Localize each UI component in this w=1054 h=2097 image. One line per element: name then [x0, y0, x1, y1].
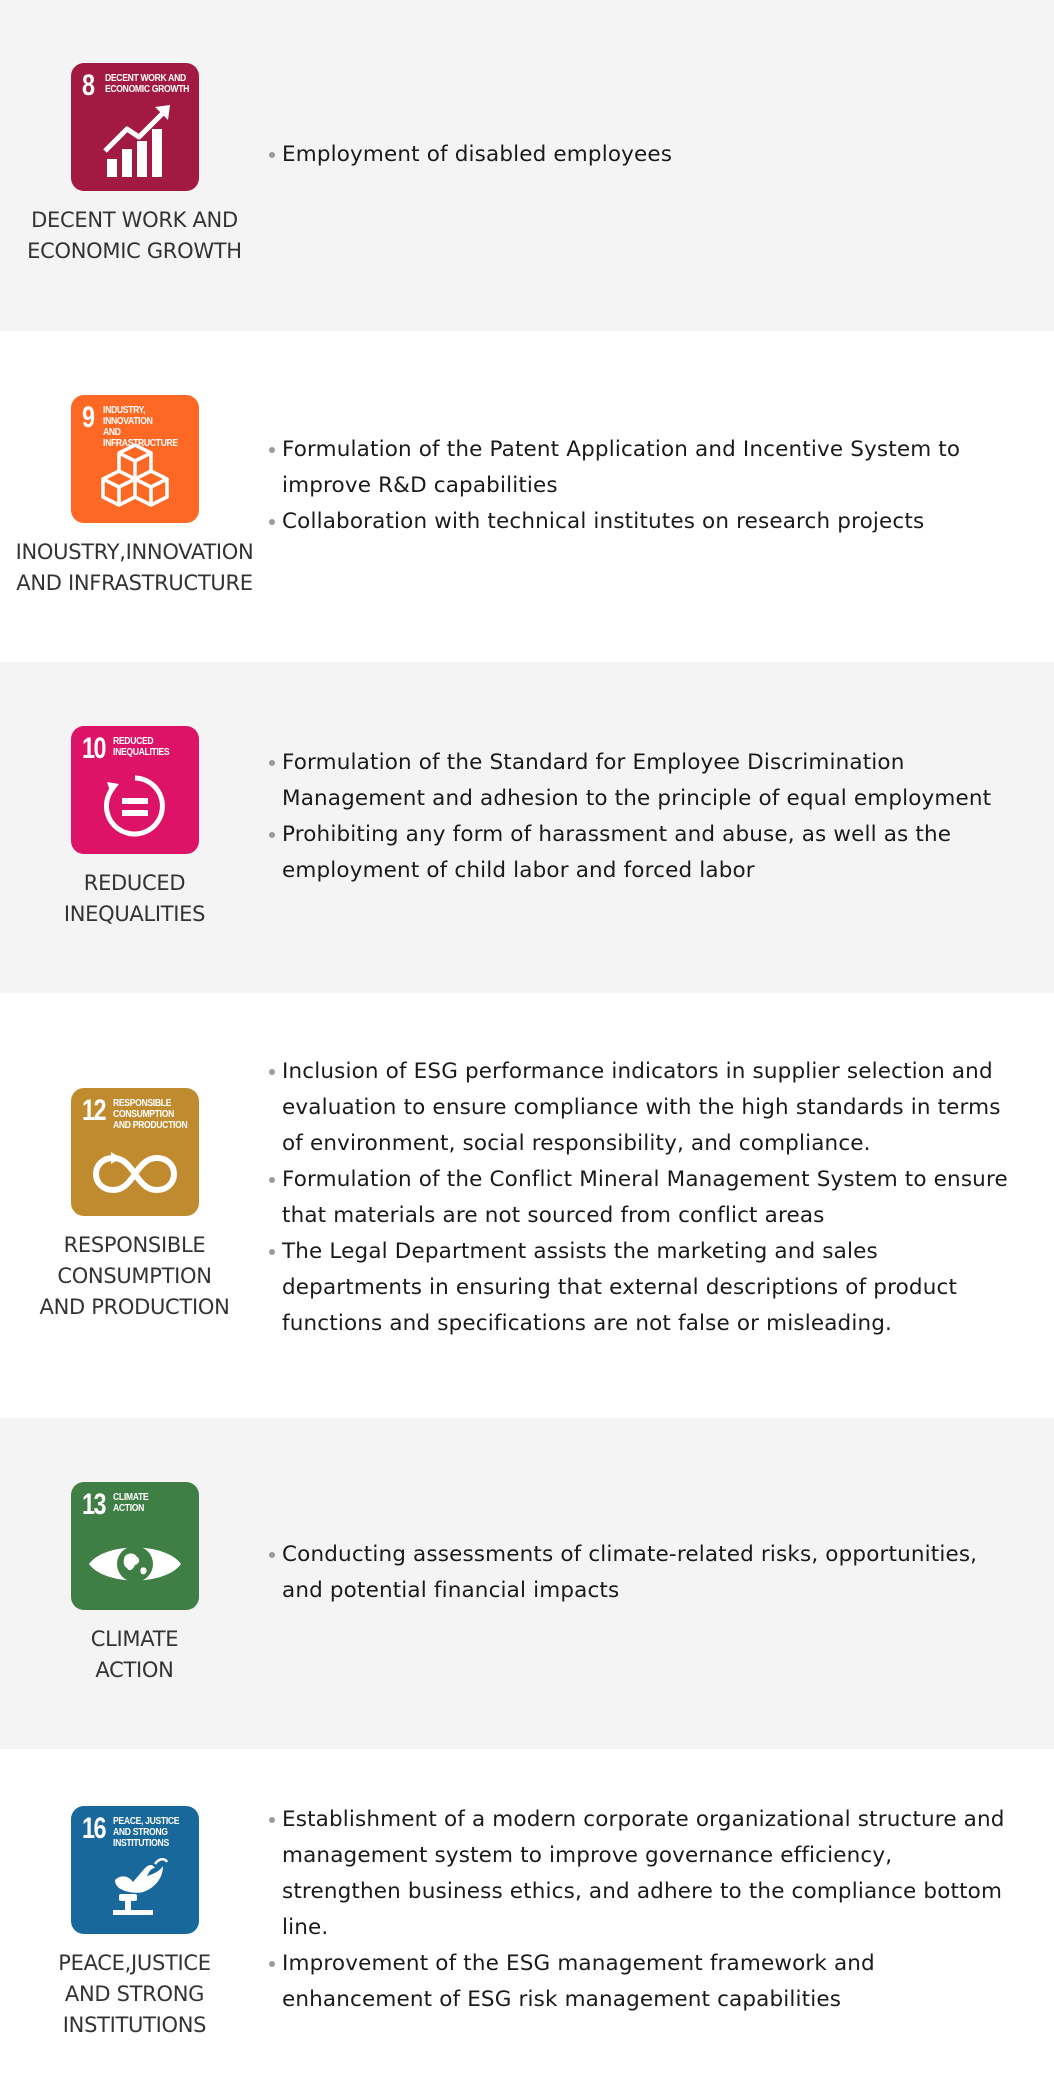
goal-label: CLIMATE ACTION — [90, 1626, 179, 1682]
goal-actions-list — [269, 1537, 1054, 1609]
goal-info — [0, 1482, 269, 1686]
goal-label: REDUCED INEQUALITIES — [63, 870, 206, 926]
tile-title: INDUSTRY, INNOVATION AND INFRASTRUCTURE — [102, 403, 178, 449]
tile-title: PEACE, JUSTICE AND STRONG INSTITUTIONS — [112, 1814, 179, 1849]
list-item: Formulation of the Conflict Mineral Management System to ensure that materials are not sourced from conflict areas — [269, 1162, 1054, 1234]
cubes-icon — [71, 395, 199, 523]
list-item: Inclusion of ESG performance indicators in supplier selection and evaluation to ensure compliance with the high standards in terms of environment, social responsibility, and compliance. — [269, 1054, 1054, 1162]
goal-actions-list — [269, 745, 1054, 889]
list-item: Conducting assessments of climate-related risks, opportunities, and potential financial impacts — [269, 1537, 1054, 1609]
goal-number: 12 — [81, 1094, 105, 1127]
list-item: Formulation of the Patent Application and Incentive System to improve R&D capabilities — [269, 432, 1054, 504]
goal-info — [0, 1806, 269, 2041]
goal-actions-list — [269, 1054, 1054, 1342]
goal-row-12 — [0, 993, 1054, 1418]
equality-icon — [71, 726, 199, 854]
list-item: Establishment of a modern corporate organizational structure and management system to improve governance efficiency, strengthen business ethics, and adhere to the compliance bottom line. — [269, 1802, 1054, 1946]
goal-row-8 — [0, 0, 1054, 331]
goal-number: 13 — [81, 1487, 105, 1521]
sdg-tile-10 — [71, 726, 199, 854]
tile-title: REDUCED INEQUALITIES — [112, 734, 169, 758]
tile-title: CLIMATE ACTION — [112, 1490, 148, 1514]
sdg-tile-13 — [71, 1482, 199, 1610]
goal-row-16 — [0, 1749, 1054, 2097]
tile-title: DECENT WORK AND ECONOMIC GROWTH — [104, 71, 189, 95]
list-item: Collaboration with technical institutes on research projects — [269, 504, 1054, 540]
goal-row-13 — [0, 1418, 1054, 1749]
list-item: Employment of disabled employees — [269, 137, 1054, 173]
goal-label: DECENT WORK AND ECONOMIC GROWTH — [27, 207, 242, 263]
goal-number: 16 — [81, 1811, 105, 1845]
sdg-tile-16 — [71, 1806, 199, 1934]
tile-title: RESPONSIBLE CONSUMPTION AND PRODUCTION — [112, 1097, 187, 1131]
goal-label: INOUSTRY,INNOVATION AND INFRASTRUCTURE — [15, 539, 254, 595]
sdg-tile-12 — [71, 1088, 199, 1216]
goal-actions-list — [269, 1802, 1054, 2018]
sdg-tile-8 — [71, 63, 199, 191]
list-item: The Legal Department assists the marketing and sales departments in ensuring that external descriptions of product functions and specifications are not false or misleading. — [269, 1234, 1054, 1342]
goal-info — [0, 395, 269, 599]
growth-chart-icon — [71, 63, 199, 191]
goal-row-10 — [0, 662, 1054, 993]
goal-actions-list — [269, 432, 1054, 540]
goal-number: 10 — [81, 731, 105, 765]
list-item: Prohibiting any form of harassment and abuse, as well as the employment of child labor and forced labor — [269, 817, 1054, 889]
earth-eye-icon — [71, 1482, 199, 1610]
goal-info — [0, 1088, 269, 1323]
dove-gavel-icon — [71, 1806, 199, 1934]
goal-row-9 — [0, 331, 1054, 662]
list-item: Improvement of the ESG management framework and enhancement of ESG risk management capabilities — [269, 1946, 1054, 2018]
goal-number: 8 — [81, 68, 93, 102]
goal-info — [0, 65, 269, 267]
goal-info — [0, 726, 269, 930]
goal-label: PEACE,JUSTICE AND STRONG INSTITUTIONS — [58, 1950, 211, 2037]
goal-number: 9 — [81, 400, 93, 434]
sdg-tile-9 — [71, 395, 199, 523]
infinity-icon — [71, 1088, 199, 1216]
goal-label: RESPONSIBLE CONSUMPTION AND PRODUCTION — [39, 1233, 230, 1319]
goal-actions-list — [269, 137, 1054, 173]
list-item: Formulation of the Standard for Employee Discrimination Management and adhesion to the principle of equal employment — [269, 745, 1054, 817]
